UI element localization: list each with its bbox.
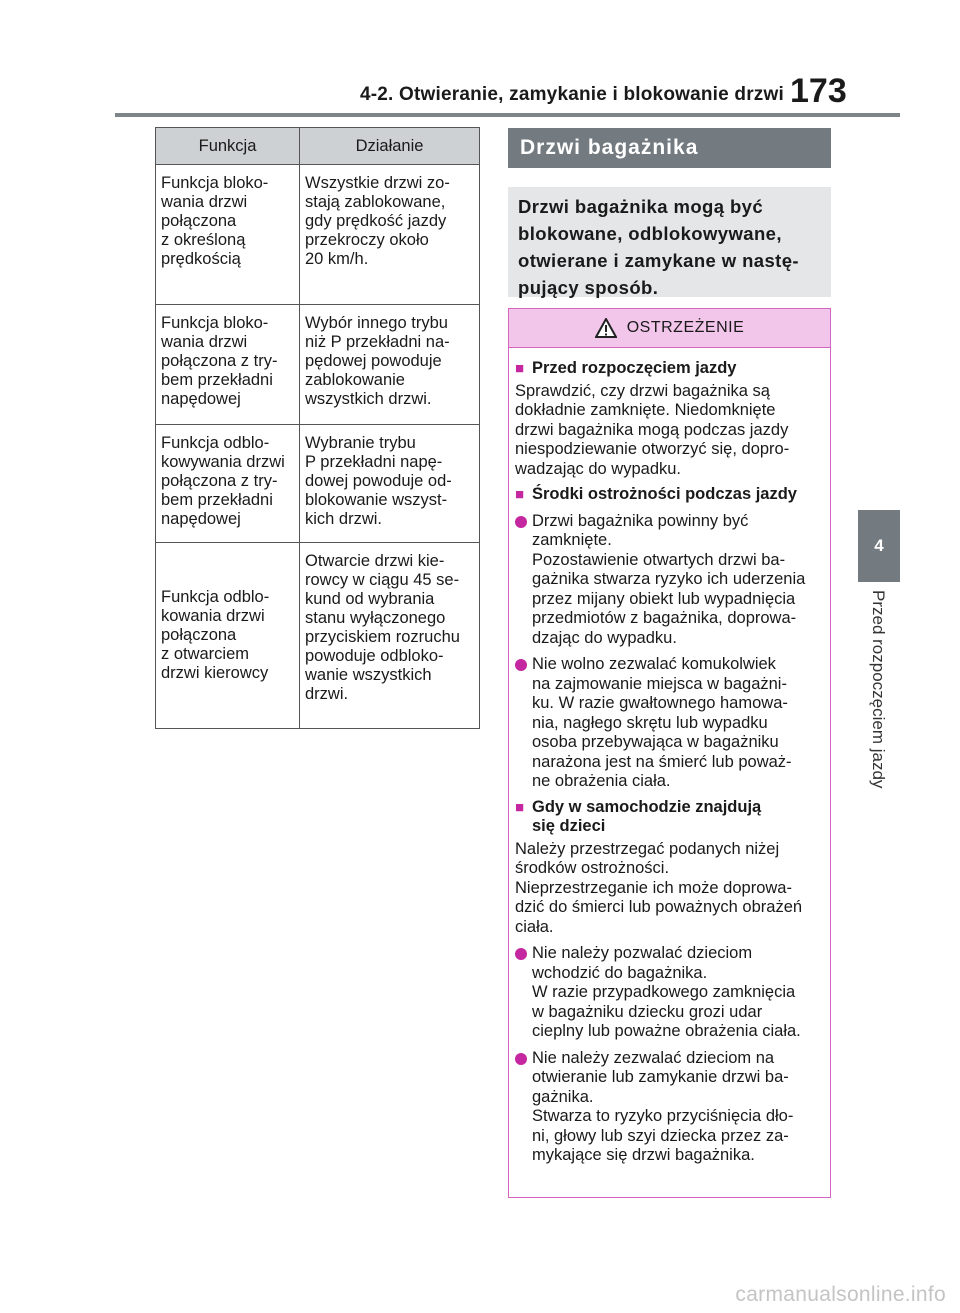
table-row — [156, 543, 480, 729]
circle-bullet-icon — [515, 948, 527, 960]
table-row — [156, 305, 480, 425]
bullet-item — [515, 655, 824, 792]
warning-subheading — [515, 359, 824, 379]
warning-subheading — [515, 485, 824, 505]
subheading-text: Gdy w samochodzie znajdują się dzieci — [532, 797, 762, 835]
circle-bullet-icon — [515, 1053, 527, 1065]
warning-triangle-icon — [595, 318, 617, 338]
warning-paragraph: Należy przestrzegać podanych niżej środków ostrożności. Nieprzestrzeganie ich może doprowa- dzić do śmierci lub poważnych obrażeń ciała. — [515, 839, 803, 936]
bullet-text: Nie należy pozwalać dzieciom wchodzić do bagażnika. W razie przypadkowego zamknięcia w bagażniku dziecku grozi udar cieplny lub poważne obrażenia ciała. — [532, 944, 801, 1040]
section-header: 4-2. Otwieranie, zamykanie i blokowanie drzwi — [360, 84, 784, 105]
bullet-text: Drzwi bagażnika powinny być zamknięte. Pozostawienie otwartych drzwi ba- gażnika stwarza ryzyko ich uderzenia przez mijany obiekt lub wypadnięcia przedmiotów z bagażnika, doprowa- dzając do wypadku. — [532, 511, 806, 647]
warning-body — [509, 348, 830, 1166]
cell-function: Funkcja bloko- wania drzwi połączona z try- bem przekładni napędowej — [156, 305, 300, 425]
cell-function: Funkcja bloko- wania drzwi połączona z określoną prędkością — [156, 165, 300, 305]
square-bullet-icon: ■ — [515, 798, 525, 816]
page-number: 173 — [790, 72, 847, 110]
section-intro: Drzwi bagażnika mogą być blokowane, odblokowywane, otwierane i zamykane w nastę-pujący sposób. — [508, 187, 831, 297]
warning-title: OSTRZEŻENIE — [626, 319, 745, 336]
square-bullet-icon: ■ — [515, 360, 525, 377]
cell-action: Otwarcie drzwi kie- rowcy w ciągu 45 se- kund od wybrania stanu wyłączonego przyciskiem rozruchu powoduje odbloko- wanie wszystkich drzwi. — [300, 543, 480, 729]
warning-paragraph: Sprawdzić, czy drzwi bagażnika są dokładnie zamknięte. Niedomknięte drzwi bagażnika mogą podczas jazdy niespodziewanie otworzyć się, dopro- wadzając do wypadku. — [515, 381, 790, 478]
bullet-text: Nie wolno zezwalać komukolwiek na zajmowanie miejsca w bagażni- ku. W razie gwałtownego hamowa- nia, nagłego skrętu lub wypadku osoba przebywająca w bagażniku narażona jest na śmierć lub poważ- ne obrażenia ciała. — [532, 655, 792, 790]
chapter-number: 4 — [874, 536, 884, 555]
bullet-text: Nie należy zezwalać dzieciom na otwieranie lub zamykanie drzwi ba- gażnika. Stwarza to ryzyko przyciśnięcia dło- ni, głowy lub szyi dziecka przez za- mykające się drzwi bagażnika. — [532, 1048, 794, 1164]
cell-action: Wybór innego trybu niż P przekładni na- pędowej powoduje zablokowanie wszystkich drzwi. — [300, 305, 480, 425]
bullet-item — [515, 1049, 824, 1166]
cell-function: Funkcja odblo- kowania drzwi połączona z otwarciem drzwi kierowcy — [156, 543, 300, 729]
warning-subheading — [515, 798, 824, 837]
function-table — [155, 127, 480, 729]
header-dzialanie: Działanie — [300, 128, 480, 165]
header-rule — [115, 113, 900, 117]
square-bullet-icon: ■ — [515, 486, 525, 503]
cell-action: Wybranie trybu P przekładni napę- dowej powoduje od- blokowanie wszyst- kich drzwi. — [300, 425, 480, 543]
warning-box — [508, 308, 831, 1198]
cell-function: Funkcja odblo- kowywania drzwi połączona z try- bem przekładni napędowej — [156, 425, 300, 543]
watermark: carmanualsonline.info — [735, 1283, 946, 1306]
subheading-text: Środki ostrożności podczas jazdy — [532, 485, 797, 503]
chapter-label: Przed rozpoczęciem jazdy — [869, 590, 888, 789]
table-row — [156, 425, 480, 543]
warning-header — [509, 309, 830, 348]
header-funkcja: Funkcja — [156, 128, 300, 165]
chapter-tab[interactable] — [858, 510, 900, 582]
circle-bullet-icon — [515, 659, 527, 671]
table-row — [156, 165, 480, 305]
table-header-row — [156, 128, 480, 165]
bullet-item — [515, 944, 824, 1042]
subheading-text: Przed rozpoczęciem jazdy — [532, 359, 737, 377]
cell-action: Wszystkie drzwi zo- stają zablokowane, gdy prędkość jazdy przekroczy około 20 km/h. — [300, 165, 480, 305]
section-title: Drzwi bagażnika — [508, 128, 831, 168]
bullet-item — [515, 512, 824, 649]
circle-bullet-icon — [515, 516, 527, 528]
